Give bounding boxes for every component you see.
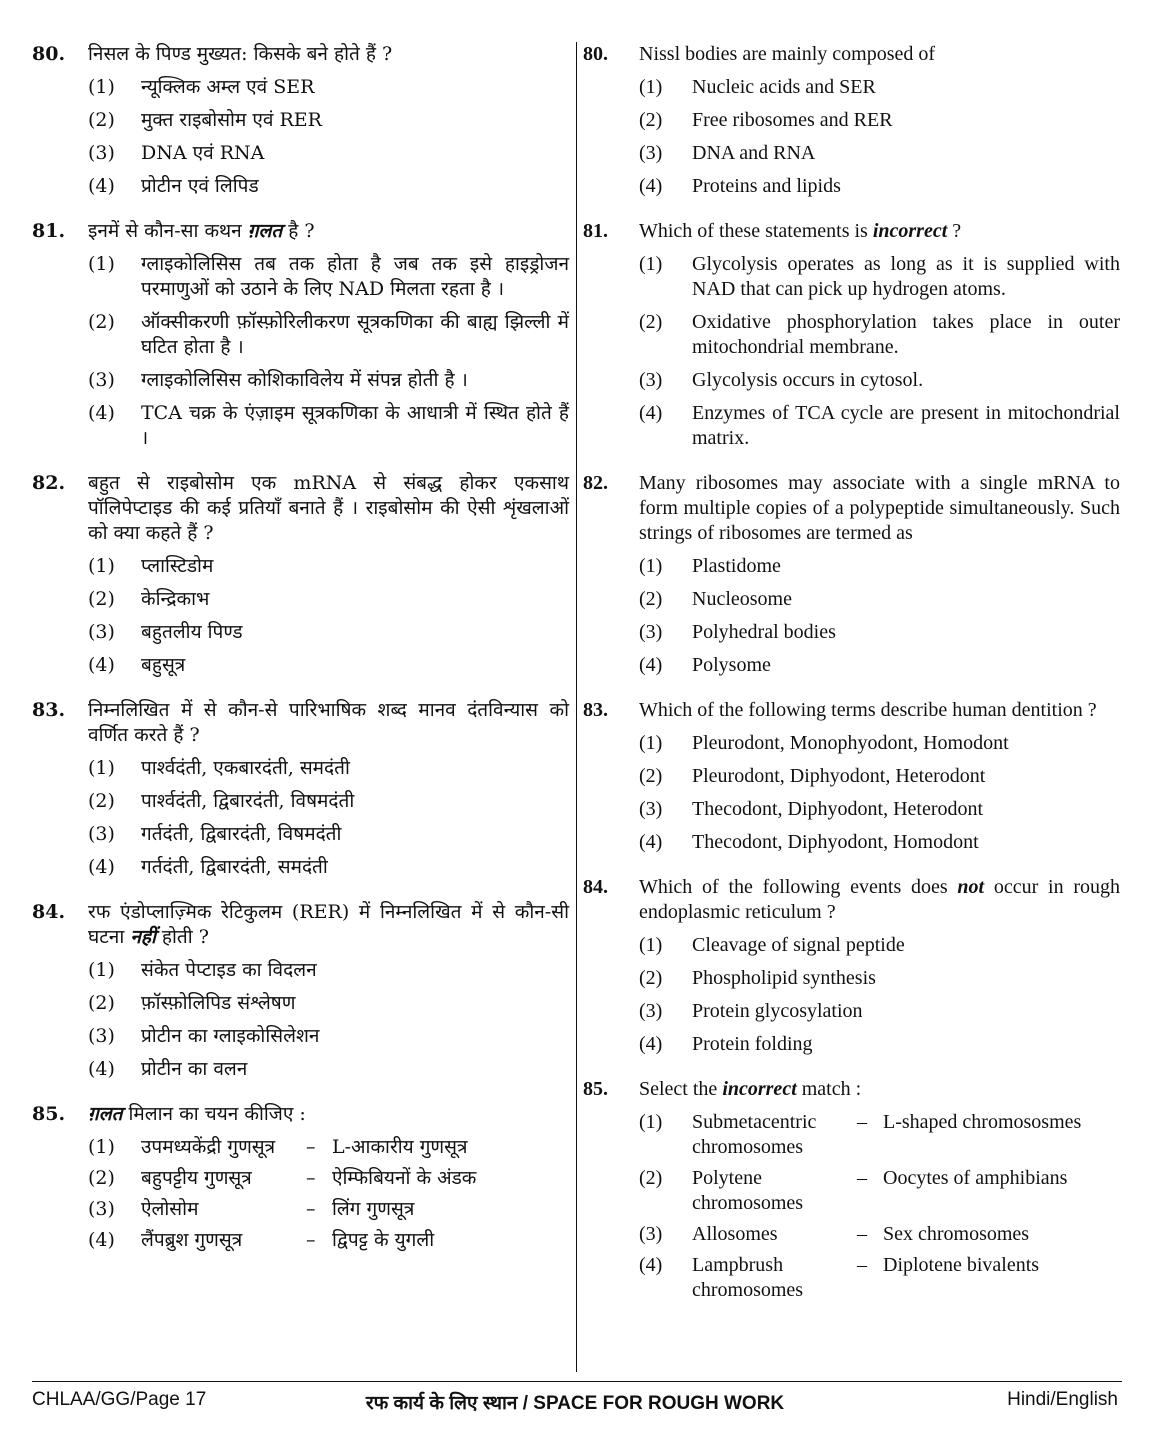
option-text: प्रोटीन एवं लिपिड xyxy=(141,175,259,197)
option-text: प्रोटीन का वलन xyxy=(141,1058,248,1080)
match-option xyxy=(88,1135,569,1160)
question-text: निम्नलिखित में से कौन-से पारिभाषिक शब्द मानव दंतविन्यास को वर्णित करते हैं ? xyxy=(88,699,569,746)
option-number: (3) xyxy=(88,823,115,845)
option xyxy=(639,554,1120,579)
match-option xyxy=(88,1197,569,1222)
option-number: (3) xyxy=(639,1223,663,1245)
option xyxy=(88,401,569,451)
question-number: 84. xyxy=(583,876,608,898)
option xyxy=(639,999,1120,1024)
question-text-pre: Which of these statements is xyxy=(639,220,873,242)
match-term: Allosomes xyxy=(692,1223,778,1245)
match-term: Polytene chromosomes xyxy=(692,1167,804,1214)
question-text xyxy=(88,1102,569,1127)
match-option xyxy=(639,1110,1120,1160)
question-number: 82. xyxy=(32,472,66,494)
option-number: (4) xyxy=(639,1254,663,1276)
question-text xyxy=(88,900,569,950)
question-text-post: occur in rough endoplasmic reticulum ? xyxy=(639,876,1120,923)
match-term: उपमध्यकेंद्री गुणसूत्र xyxy=(141,1136,276,1158)
question-text-post: है ? xyxy=(282,220,315,242)
match-option xyxy=(88,1166,569,1191)
question xyxy=(32,900,569,1082)
options-list xyxy=(32,1135,569,1253)
question xyxy=(32,1102,569,1253)
question-number: 83. xyxy=(583,699,608,721)
option-number: (1) xyxy=(639,732,663,754)
question xyxy=(583,875,1120,1057)
question xyxy=(32,42,569,199)
option-text: गर्तदंती, द्विबारदंती, समदंती xyxy=(141,856,328,878)
option-number: (1) xyxy=(88,253,115,275)
options-list xyxy=(32,554,569,678)
option-text: Glycolysis operates as long as it is supplied with NAD that can pick up hydrogen atoms. xyxy=(692,253,1120,300)
match-dash: – xyxy=(857,1223,867,1245)
option-number: (2) xyxy=(639,765,663,787)
option xyxy=(639,401,1120,451)
option xyxy=(639,108,1120,133)
match-description: Oocytes of amphibians xyxy=(883,1167,1068,1189)
question-text: Nissl bodies are mainly composed of xyxy=(639,43,936,65)
question xyxy=(32,698,569,880)
option-text: Protein folding xyxy=(692,1033,813,1055)
question-text: Which of the following terms describe human dentition ? xyxy=(639,699,1097,721)
option xyxy=(639,141,1120,166)
option-number: (4) xyxy=(88,856,115,878)
option xyxy=(639,830,1120,855)
option-number: (1) xyxy=(639,76,663,98)
question-keyword: ग़लत xyxy=(247,220,283,242)
option-number: (4) xyxy=(88,1229,115,1251)
option-text: पार्श्वदंती, एकबारदंती, समदंती xyxy=(141,757,350,779)
option-number: (3) xyxy=(639,369,663,391)
option-text: Pleurodont, Diphyodont, Heterodont xyxy=(692,765,986,787)
question-stem xyxy=(583,471,1120,546)
option xyxy=(88,1057,569,1082)
option-number: (2) xyxy=(88,311,115,333)
option-number: (1) xyxy=(639,253,663,275)
option xyxy=(639,368,1120,393)
option-number: (1) xyxy=(88,757,115,779)
option-text: Thecodont, Diphyodont, Heterodont xyxy=(692,798,984,820)
question-text-post: होती ? xyxy=(155,926,209,948)
question xyxy=(583,471,1120,678)
option-text: संकेत पेप्टाइड का विदलन xyxy=(141,959,317,981)
option-number: (1) xyxy=(88,555,115,577)
option xyxy=(88,991,569,1016)
option-number: (1) xyxy=(639,1111,663,1133)
match-dash: – xyxy=(857,1111,867,1133)
question-text-pre: Select the xyxy=(639,1078,723,1100)
question-number: 81. xyxy=(583,220,608,242)
option-number: (3) xyxy=(639,142,663,164)
question-text-post: ? xyxy=(947,220,962,242)
option-number: (4) xyxy=(88,175,115,197)
options-list xyxy=(583,731,1120,855)
option xyxy=(639,653,1120,678)
question-text-pre: Which of the following events does xyxy=(639,876,958,898)
option-number: (1) xyxy=(639,555,663,577)
option-text: Free ribosomes and RER xyxy=(692,109,893,131)
page-footer xyxy=(32,1389,1118,1415)
option-text: Polysome xyxy=(692,654,771,676)
match-dash: – xyxy=(306,1229,316,1251)
question-stem xyxy=(583,875,1120,925)
option xyxy=(88,368,569,393)
question-stem xyxy=(32,900,569,950)
option-number: (4) xyxy=(88,402,115,424)
footer-rule xyxy=(32,1381,1122,1382)
question-stem xyxy=(583,42,1120,67)
option xyxy=(88,174,569,199)
match-description: ऐम्फिबियनों के अंडक xyxy=(332,1167,477,1189)
option xyxy=(88,822,569,847)
question-text-pre: रफ एंडोप्लाज़्मिक रेटिकुलम (RER) में निम्नलिखित में से कौन-सी घटना xyxy=(88,901,569,948)
option-text: Protein glycosylation xyxy=(692,1000,863,1022)
option-number: (1) xyxy=(88,959,115,981)
options-list xyxy=(583,1110,1120,1303)
option-text: Cleavage of signal peptide xyxy=(692,934,905,956)
option xyxy=(639,966,1120,991)
option-number: (3) xyxy=(88,142,115,164)
option-text: केन्द्रिकाभ xyxy=(141,588,210,610)
option-text: प्लास्टिडोम xyxy=(141,555,214,577)
match-description: L-shaped chromososmes xyxy=(883,1111,1082,1133)
option-number: (2) xyxy=(639,1167,663,1189)
option-text: Polyhedral bodies xyxy=(692,621,836,643)
option xyxy=(639,587,1120,612)
match-description: द्विपट्ट के युगली xyxy=(332,1229,435,1251)
options-list xyxy=(32,75,569,199)
option-number: (3) xyxy=(88,1198,115,1220)
question-keyword: incorrect xyxy=(872,220,948,242)
option-number: (4) xyxy=(88,654,115,676)
question-number: 85. xyxy=(32,1103,66,1125)
question xyxy=(583,1077,1120,1303)
option xyxy=(639,797,1120,822)
option-text: प्रोटीन का ग्लाइकोसिलेशन xyxy=(141,1025,320,1047)
match-term: ऐलोसोम xyxy=(141,1198,199,1220)
option xyxy=(88,855,569,880)
question-text xyxy=(88,219,569,244)
option-number: (2) xyxy=(88,109,115,131)
option-number: (3) xyxy=(88,1025,115,1047)
question-number: 80. xyxy=(32,43,66,65)
option-number: (4) xyxy=(639,654,663,676)
question-text xyxy=(639,1077,1120,1102)
match-dash: – xyxy=(306,1136,316,1158)
option-text: ग्लाइकोलिसिस कोशिकाविलेय में संपन्न होती है । xyxy=(141,369,468,391)
question-stem xyxy=(583,219,1120,244)
options-list xyxy=(32,252,569,451)
english-column xyxy=(583,42,1120,1375)
option xyxy=(639,764,1120,789)
question-text: बहुत से राइबोसोम एक mRNA से संबद्ध होकर एकसाथ पॉलिपेप्टाइड की कई प्रतियाँ बनाते हैं । राइबोसोम की ऐसी शृंखलाओं को क्या कहते हैं ? xyxy=(88,472,569,544)
option-text: ग्लाइकोलिसिस तब तक होता है जब तक इसे हाइड्रोजन परमाणुओं को उठाने के लिए NAD मिलता रहता है । xyxy=(141,253,569,300)
question-stem xyxy=(32,471,569,546)
option xyxy=(88,958,569,983)
question-keyword: ग़लत xyxy=(88,1103,123,1125)
option xyxy=(639,75,1120,100)
option-number: (2) xyxy=(88,790,115,812)
option-number: (4) xyxy=(639,402,663,424)
question-number: 83. xyxy=(32,699,66,721)
question-number: 80. xyxy=(583,43,608,65)
option-text: Phospholipid synthesis xyxy=(692,967,876,989)
option-number: (2) xyxy=(639,109,663,131)
option-number: (1) xyxy=(639,934,663,956)
question-text-post: match : xyxy=(796,1078,862,1100)
question xyxy=(583,219,1120,451)
question-keyword: नहीं xyxy=(130,926,156,948)
option-number: (2) xyxy=(88,1167,115,1189)
option-number: (4) xyxy=(88,1058,115,1080)
question-text: निसल के पिण्ड मुख्यत: किसके बने होते हैं ? xyxy=(88,43,393,65)
question-text-pre: इनमें से कौन-सा कथन xyxy=(88,220,248,242)
option-text: ऑक्सीकरणी फ़ॉस्फ़ोरिलीकरण सूत्रकणिका की बाह्य झिल्ली में घटित होता है । xyxy=(141,311,569,358)
option-text: Plastidome xyxy=(692,555,781,577)
option-text: न्यूक्लिक अम्ल एवं SER xyxy=(141,76,315,98)
option-text: Glycolysis occurs in cytosol. xyxy=(692,369,924,391)
option-number: (2) xyxy=(88,588,115,610)
match-option xyxy=(639,1253,1120,1303)
option xyxy=(88,653,569,678)
option xyxy=(88,756,569,781)
question-text: Many ribosomes may associate with a single mRNA to form multiple copies of a polypeptide simultaneously. Such strings of ribosomes are termed as xyxy=(639,472,1120,544)
option-number: (4) xyxy=(639,1033,663,1055)
option-text: Thecodont, Diphyodont, Homodont xyxy=(692,831,979,853)
column-divider xyxy=(576,42,577,1372)
rough-work-label: रफ कार्य के लिए स्थान / SPACE FOR ROUGH WORK xyxy=(365,1393,785,1414)
match-dash: – xyxy=(857,1167,867,1189)
question xyxy=(583,42,1120,199)
question-number: 81. xyxy=(32,220,66,242)
option-text: Enzymes of TCA cycle are present in mitochondrial matrix. xyxy=(692,402,1120,449)
question-text-post: मिलान का चयन कीजिए : xyxy=(122,1103,306,1125)
option-text: Proteins and lipids xyxy=(692,175,841,197)
question xyxy=(583,698,1120,855)
option xyxy=(639,620,1120,645)
match-term: Submetacentric chromosomes xyxy=(692,1111,817,1158)
option-text: फ़ॉस्फ़ोलिपिड संश्लेषण xyxy=(141,992,296,1014)
options-list xyxy=(583,554,1120,678)
match-dash: – xyxy=(857,1254,867,1276)
question-stem xyxy=(583,698,1120,723)
hindi-column xyxy=(32,42,569,1375)
option xyxy=(88,587,569,612)
match-description: लिंग गुणसूत्र xyxy=(332,1198,415,1220)
option-text: Nucleosome xyxy=(692,588,792,610)
options-list xyxy=(32,958,569,1082)
option-number: (3) xyxy=(88,369,115,391)
match-term: Lampbrush chromosomes xyxy=(692,1254,804,1301)
options-list xyxy=(583,933,1120,1057)
question xyxy=(32,219,569,451)
option xyxy=(639,1032,1120,1057)
match-term: बहुपट्टीय गुणसूत्र xyxy=(141,1167,252,1189)
option-number: (2) xyxy=(639,311,663,333)
option xyxy=(88,252,569,302)
option xyxy=(639,174,1120,199)
page-number: CHLAA/GG/Page 17 xyxy=(32,1389,207,1410)
option-text: Pleurodont, Monophyodont, Homodont xyxy=(692,732,1009,754)
question-keyword: not xyxy=(957,876,985,898)
option xyxy=(639,310,1120,360)
match-dash: – xyxy=(306,1198,316,1220)
option-number: (3) xyxy=(639,798,663,820)
option xyxy=(88,620,569,645)
option xyxy=(88,1024,569,1049)
option-text: TCA चक्र के एंज़ाइम सूत्रकणिका के आधात्री में स्थित होते हैं । xyxy=(141,402,569,449)
match-option xyxy=(88,1228,569,1253)
match-description: L-आकारीय गुणसूत्र xyxy=(332,1136,468,1158)
option-text: DNA एवं RNA xyxy=(141,142,265,164)
question-number: 85. xyxy=(583,1078,608,1100)
option-number: (2) xyxy=(639,967,663,989)
question-text xyxy=(639,875,1120,925)
option-text: बहुसूत्र xyxy=(141,654,186,676)
option-number: (4) xyxy=(639,175,663,197)
option-number: (1) xyxy=(88,1136,115,1158)
match-option xyxy=(639,1166,1120,1216)
match-description: Sex chromosomes xyxy=(883,1223,1030,1245)
option xyxy=(639,252,1120,302)
option-text: Oxidative phosphorylation takes place in outer mitochondrial membrane. xyxy=(692,311,1120,358)
option xyxy=(88,141,569,166)
option-text: Nucleic acids and SER xyxy=(692,76,876,98)
language-label: Hindi/English xyxy=(1007,1389,1118,1410)
option-number: (1) xyxy=(88,76,115,98)
option-number: (4) xyxy=(639,831,663,853)
question-stem xyxy=(583,1077,1120,1102)
match-description: Diplotene bivalents xyxy=(883,1254,1040,1276)
option-text: पार्श्वदंती, द्विबारदंती, विषमदंती xyxy=(141,790,355,812)
option xyxy=(639,731,1120,756)
question-number: 84. xyxy=(32,901,66,923)
option-text: DNA and RNA xyxy=(692,142,816,164)
question-stem xyxy=(32,219,569,244)
options-list xyxy=(32,756,569,880)
option-text: बहुतलीय पिण्ड xyxy=(141,621,243,643)
option-text: मुक्त राइबोसोम एवं RER xyxy=(141,109,322,131)
option xyxy=(88,75,569,100)
option xyxy=(88,554,569,579)
option-number: (2) xyxy=(88,992,115,1014)
option-number: (3) xyxy=(639,621,663,643)
option-text: गर्तदंती, द्विबारदंती, विषमदंती xyxy=(141,823,342,845)
option xyxy=(88,789,569,814)
question-text xyxy=(639,219,1120,244)
option xyxy=(88,108,569,133)
option-number: (2) xyxy=(639,588,663,610)
match-term: लैंपब्रुश गुणसूत्र xyxy=(141,1229,243,1251)
option xyxy=(639,933,1120,958)
option xyxy=(88,310,569,360)
options-list xyxy=(583,75,1120,199)
question-number: 82. xyxy=(583,472,608,494)
option-number: (3) xyxy=(88,621,115,643)
match-dash: – xyxy=(306,1167,316,1189)
option-number: (3) xyxy=(639,1000,663,1022)
options-list xyxy=(583,252,1120,451)
question-stem xyxy=(32,698,569,748)
match-option xyxy=(639,1222,1120,1247)
question-stem xyxy=(32,42,569,67)
question xyxy=(32,471,569,678)
question-keyword: incorrect xyxy=(722,1078,797,1100)
question-stem xyxy=(32,1102,569,1127)
